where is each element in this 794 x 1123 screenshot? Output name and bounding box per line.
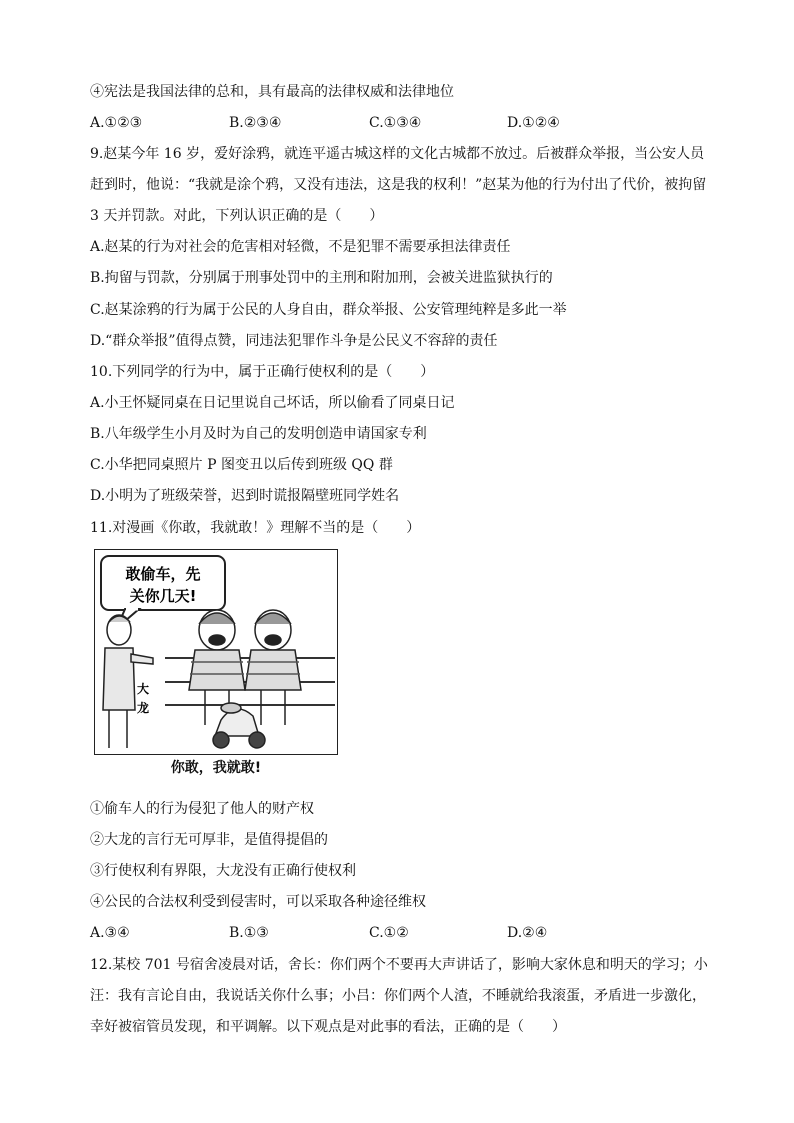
q11-statement-3: ③行使权利有界限，大龙没有正确行使权利 [90, 863, 356, 879]
q11-statement-4: ④公民的合法权利受到侵害时，可以采取各种途径维权 [90, 894, 426, 910]
q9-option-b: B.拘留与罚款，分别属于刑事处罚中的主刑和附加刑，会被关进监狱执行的 [90, 270, 553, 286]
q9-stem-line-2: 赶到时，他说：“我就是涂个鸦，又没有违法，这是我的权利！”赵某为他的行为付出了代价，被拘留 [90, 177, 707, 193]
cartoon-caption: 你敢，我就敢! [170, 760, 262, 776]
q10-option-c: C.小华把同桌照片 P 图变丑以后传到班级 QQ 群 [90, 457, 393, 473]
q9-option-c: C.赵某涂鸦的行为属于公民的人身自由，群众举报、公安管理纯粹是多此一举 [90, 302, 567, 318]
q12-stem-line-3: 幸好被宿管员发现，和平调解。以下观点是对此事的看法，正确的是（ ） [90, 1019, 566, 1035]
statement-4-constitution: ④宪法是我国法律的总和，具有最高的法律权威和法律地位 [90, 84, 454, 100]
cartoon-image [94, 549, 338, 755]
q8-option-b: B.②③④ [229, 115, 282, 131]
q10-option-d: D.小明为了班级荣誉，迟到时谎报隔壁班同学姓名 [90, 488, 400, 504]
q10-stem: 10.下列同学的行为中，属于正确行使权利的是（ ） [90, 364, 435, 380]
cartoon-drawing [95, 550, 338, 755]
q8-option-d: D.①②④ [507, 115, 560, 131]
q11-option-d: D.②④ [507, 925, 548, 941]
q12-stem-line-1: 12.某校 701 号宿舍凌晨对话，舍长：你们两个不要再大声讲话了，影响大家休息和明天的学习；小 [90, 957, 708, 973]
q9-option-a: A.赵某的行为对社会的危害相对轻微，不是犯罪不需要承担法律责任 [90, 239, 511, 255]
q11-stem: 11.对漫画《你敢，我就敢！》理解不当的是（ ） [90, 520, 421, 536]
q9-option-d: D.“群众举报”值得点赞，同违法犯罪作斗争是公民义不容辞的责任 [90, 333, 498, 349]
q11-option-c: C.①② [369, 925, 409, 941]
bubble-text-line-2: 关你几天! [129, 587, 197, 605]
q11-statement-2: ②大龙的言行无可厚非，是值得提倡的 [90, 832, 328, 848]
q11-option-a: A.③④ [90, 925, 130, 941]
q12-stem-line-2: 汪：我有言论自由，我说话关你什么事；小吕：你们两个人渣，不睡就给我滚蛋，矛盾进一步激化， [90, 988, 706, 1004]
label-char-2: 龙 [136, 701, 150, 715]
q10-option-b: B.八年级学生小月及时为自己的发明创造申请国家专利 [90, 426, 427, 442]
scooter [213, 703, 265, 748]
q11-statement-1: ①偷车人的行为侵犯了他人的财产权 [90, 801, 314, 817]
q9-stem-line-1: 9.赵某今年 16 岁，爱好涂鸦，就连平遥古城这样的文化古城都不放过。后被群众举报，当公安人员 [90, 146, 705, 162]
bubble-text-line-1: 敢偷车，先 [125, 565, 201, 583]
crying-boy-right [245, 610, 301, 725]
q8-option-a: A.①②③ [90, 115, 143, 131]
q11-option-b: B.①③ [229, 925, 269, 941]
q9-stem-line-3: 3 天并罚款。对此，下列认识正确的是（ ） [90, 208, 384, 224]
q8-option-c: C.①③④ [369, 115, 422, 131]
q10-option-a: A.小王怀疑同桌在日记里说自己坏话，所以偷看了同桌日记 [90, 395, 455, 411]
label-char-1: 大 [136, 682, 150, 696]
